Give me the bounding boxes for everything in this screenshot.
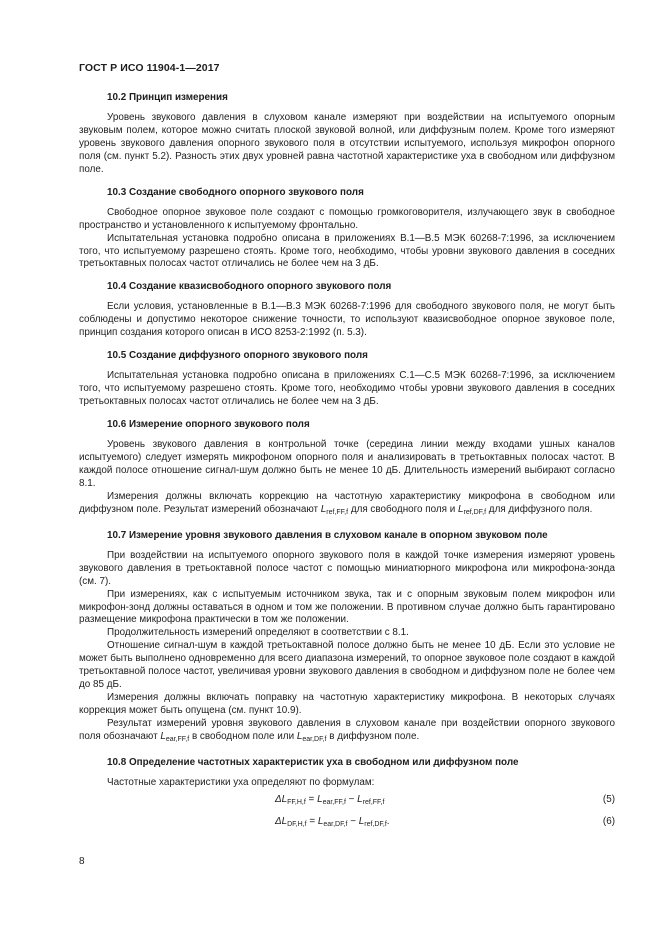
section-10-7-title: 10.7 Измерение уровня звукового давления в слуховом канале в опорном звуковом поле [107,529,548,541]
formula-6-expression: $\Delta L_{DF,H,f} = L_{ear,DF,f} - L_{ref,DF,f}$. [275,815,390,828]
section-10-3-title: 10.3 Создание свободного опорного звукового поля [107,186,364,198]
section-10-5-title: 10.5 Создание диффузного опорного звукового поля [107,350,368,362]
page-number: 8 [79,856,85,867]
section-10-7-paragraph-1: При воздействии на испытуемого опорного звукового поля в каждой точке измерения измеряют уровень звукового давления в третьоктавной полосе частот с помощью миниатюрного микрофона или микрофона-зонда (см. 7). [79,549,615,587]
section-10-7-paragraph-5: Измерения должны включать поправку на частотную характеристику микрофона. В некоторых случаях коррекция может быть опущена (см. пункт 10.9). [79,692,615,717]
section-10-3-paragraph-1: Свободное опорное звуковое поле создают с помощью громкоговорителя, излучающего звук в свободное пространство и установленного к испытуемому фронтально. [79,206,615,231]
formula-5-number: (5) [602,793,615,805]
section-10-7-paragraph-2: При измерениях, как с испытуемым источником звука, так и с опорным звуковым полем микрофон или микрофон-зонд должны оставаться в одном и том же положении. В противном случае должно быть гарантировано размещение микрофона практически в том же положении. [79,588,615,626]
formula-5 [79,790,615,812]
section-10-4-paragraph: Если условия, установленные в В.1—В.3 МЭК 60268-7:1996 для свободного звукового поля, не могут быть соблюдены и допустимо некоторое снижение точности, то используют квазисвободное опорное звуковое поле, принцип создания которого описан в ИСО 8253-2:1992 (п. 5.3). [79,301,615,339]
section-10-4-title: 10.4 Создание квазисвободного опорного звукового поля [107,281,392,293]
section-10-7-paragraph-6: Результат измерений уровня звукового давления в слуховом канале при воздействии опорного звукового поля обозначают $L_{ear,FF,f}$ в свободном поле или $L_{ear,DF,f}$ в диффузном поле. [79,718,615,744]
formula-5-expression: $\Delta L_{FF,H,f} = L_{ear,FF,f} - L_{ref,FF,f}$ [275,793,385,806]
document-body [79,92,615,834]
section-10-7-paragraph-4: Отношение сигнал-шум в каждой третьоктавной полосе должно быть не менее 10 дБ. Если это условие не может быть выполнено одновременно для всего диапазона измерений, то опорное звуковое поле создают в каждой третьоктавной полосе частот, увеличивая уровни звукового давления в свободном и диффузном поле не более чем до 85 дБ. [79,640,615,691]
section-10-5-paragraph: Испытательная установка подробно описана в приложениях С.1—С.5 МЭК 60268-7:1996, за исключением того, что испытуемому разрешено стоять. Кроме того, необходимо чтобы уровни звукового давления в соседних третьоктавных полосах частот отличались не более чем на 3 дБ. [79,370,615,408]
section-10-6-title: 10.6 Измерение опорного звукового поля [107,419,310,431]
section-10-3-paragraph-2: Испытательная установка подробно описана в приложениях В.1—В.5 МЭК 60268-7:1996, за исключением того, что испытуемому разрешено стоять. Кроме того, необходимо, чтобы уровни звукового давления в соседних третьоктавных полосах частот отличались не более чем на 3 дБ. [79,232,615,270]
formula-6 [79,812,615,834]
section-10-6-paragraph-1: Уровень звукового давления в контрольной точке (середина линии между входами ушных каналов испытуемого) следует измерять микрофоном опорного поля и анализировать в третьоктавных полосах частот. В каждой полосе отношение сигнал-шум должно быть не менее 10 дБ. Длительность измерений выбирают согласно 8.1. [79,439,615,489]
formula-6-number: (6) [602,815,615,827]
section-10-2-paragraph: Уровень звукового давления в слуховом канале измеряют при воздействии на испытуемого опорным звуковым полем, которое можно считать плоской звуковой волной, или диффузным полем. Кроме того измеряют уровень звукового давления опорного звукового поля в отсутствии испытуемого, используя микрофон опорного поля (см. пункт 5.2). Разность этих двух уровней равна частотной характеристике уха в свободном или диффузном поле. [79,111,615,175]
section-10-7-paragraph-3: Продолжительность измерений определяют в соответствии с 8.1. [107,627,409,639]
document-header: ГОСТ Р ИСО 11904-1—2017 [79,62,220,74]
section-10-6-paragraph-2: Измерения должны включать коррекцию на частотную характеристику микрофона в свободном или диффузном поле. Результат измерений обозначают $L_{ref,FF,f}$ для свободного поля и $L_{ref,DF,f}$ для диффузного поля. [79,490,615,516]
section-10-8-title: 10.8 Определение частотных характеристик уха в свободном или диффузном поле [107,756,519,768]
section-10-2-title: 10.2 Принцип измерения [107,92,228,103]
section-10-8-paragraph: Частотные характеристики уха определяют по формулам: [107,776,375,788]
